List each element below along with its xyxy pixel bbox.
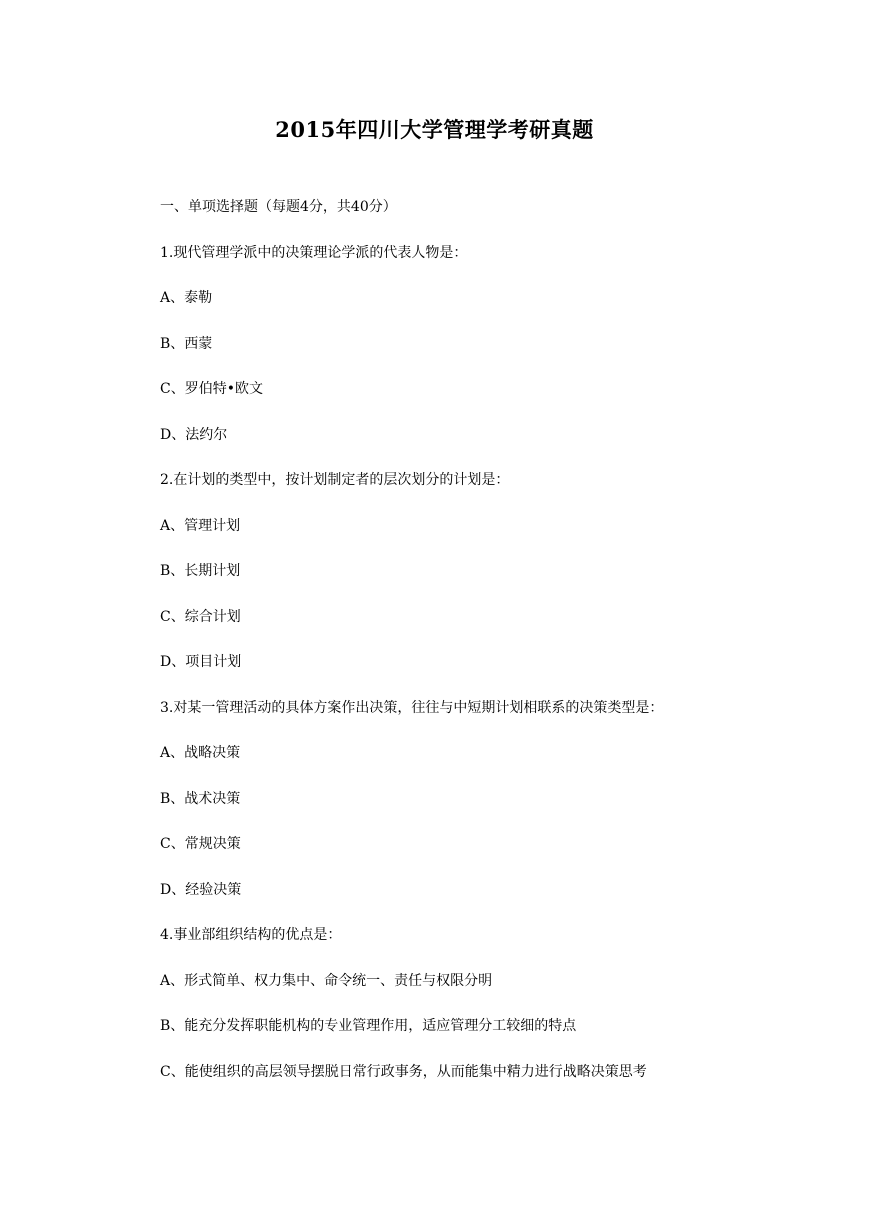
question-3-option-b: B、战术决策 [160,791,241,807]
question-3: 3.对某一管理活动的具体方案作出决策，往往与中短期计划相联系的决策类型是： [160,700,664,716]
question-2-option-a: A、管理计划 [160,518,241,534]
document-title: 2015年四川大学管理学考研真题 [275,117,594,142]
question-4-option-b: B、能充分发挥职能机构的专业管理作用，适应管理分工较细的特点 [160,1018,577,1034]
question-2: 2.在计划的类型中，按计划制定者的层次划分的计划是： [160,472,510,488]
question-2-option-b: B、长期计划 [160,563,241,579]
question-1-option-d: D、法约尔 [160,427,228,443]
question-4: 4.事业部组织结构的优点是： [160,927,342,943]
question-1-option-a: A、泰勒 [160,290,213,306]
question-1-option-c: C、罗伯特•欧文 [160,381,263,397]
section-heading: 一、单项选择题（每题4分，共40分） [160,199,397,215]
question-4-option-a: A、形式简单、权力集中、命令统一、责任与权限分明 [160,973,493,989]
question-2-option-d: D、项目计划 [160,654,242,670]
question-3-option-a: A、战略决策 [160,745,241,761]
question-4-option-c: C、能使组织的高层领导摆脱日常行政事务，从而能集中精力进行战略决策思考 [160,1064,647,1080]
question-1-option-b: B、西蒙 [160,336,213,352]
question-3-option-c: C、常规决策 [160,836,241,852]
question-2-option-c: C、综合计划 [160,609,241,625]
question-3-option-d: D、经验决策 [160,882,242,898]
question-1: 1.现代管理学派中的决策理论学派的代表人物是： [160,245,468,261]
